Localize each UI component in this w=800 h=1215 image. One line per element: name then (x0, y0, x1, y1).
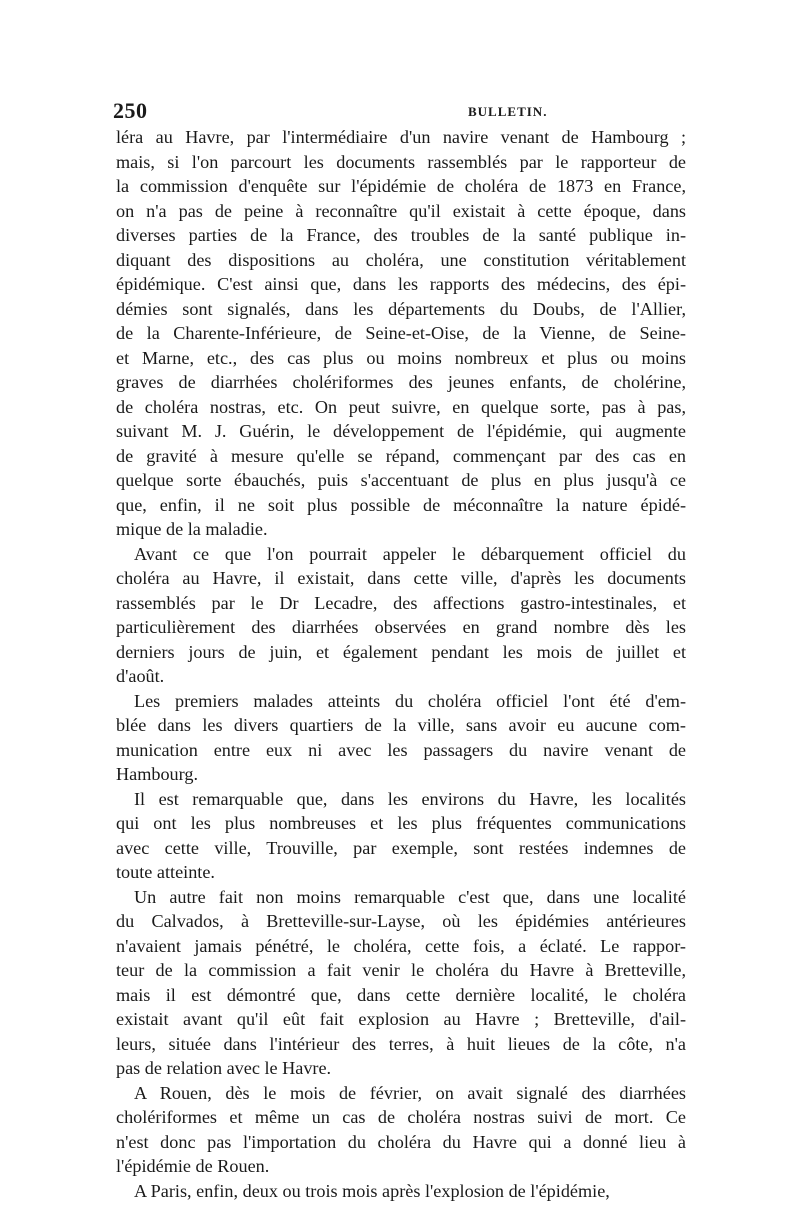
text-line: blée dans les divers quartiers de la ville, sans avoir eu aucune com- (116, 715, 686, 735)
text-line: Les premiers malades atteints du choléra officiel l'ont été d'em- (134, 690, 686, 711)
paragraph (116, 885, 686, 1081)
text-line: munication entre eux ni avec les passagers du navire venant de (116, 739, 686, 760)
text-line: et Marne, etc., des cas plus ou moins nombreux et plus ou moins (116, 347, 686, 368)
paragraph (116, 689, 686, 787)
paragraph (116, 787, 686, 885)
text-line: diquant des dispositions au choléra, une constitution véritablement (116, 249, 686, 270)
text-line: avec cette ville, Trouville, par exemple, sont restées indemnes de (116, 837, 686, 858)
text-line: qui ont les plus nombreuses et les plus fréquentes communications (116, 813, 686, 833)
text-line: léra au Havre, par l'intermédiaire d'un navire venant de Hambourg ; (116, 127, 686, 147)
text-line: d'août. (116, 666, 165, 686)
text-line: suivant M. J. Guérin, le développement de l'épidémie, qui augmente (116, 421, 686, 441)
page-header (113, 98, 686, 124)
text-line: rassemblés par le Dr Lecadre, des affections gastro-intestinales, et (116, 592, 686, 613)
text-line: Avant ce que l'on pourrait appeler le débarquement officiel du (134, 543, 686, 564)
text-line: de choléra nostras, etc. On peut suivre, en quelque sorte, pas à pas, (116, 396, 686, 417)
text-line: du Calvados, à Bretteville-sur-Layse, où les épidémies antérieures (116, 911, 686, 931)
text-line: derniers jours de juin, et également pendant les mois de juillet et (116, 641, 686, 662)
text-line: existait avant qu'il eût fait explosion au Havre ; Bretteville, d'ail- (116, 1009, 686, 1029)
text-line: Il est remarquable que, dans les environs du Havre, les localités (134, 788, 686, 809)
text-line: de gravité à mesure qu'elle se répand, commençant par des cas en (116, 445, 686, 466)
text-line: pas de relation avec le Havre. (116, 1058, 332, 1078)
text-line: cholériformes et même un cas de choléra nostras suivi de mort. Ce (116, 1107, 686, 1127)
paragraph (116, 542, 686, 689)
paragraph (116, 1081, 686, 1179)
text-line: la commission d'enquête sur l'épidémie de choléra de 1873 en France, (116, 176, 686, 196)
running-head: BULLETIN. (468, 104, 548, 119)
text-line: toute atteinte. (116, 862, 215, 882)
body-text (116, 125, 686, 1203)
paragraph (116, 1179, 686, 1204)
text-line: mique de la maladie. (116, 519, 268, 539)
text-line: particulièrement des diarrhées observées en grand nombre dès les (116, 617, 686, 637)
text-line: de la Charente-Inférieure, de Seine-et-Oise, de la Vienne, de Seine- (116, 323, 686, 343)
text-line: Un autre fait non moins remarquable c'est que, dans une localité (134, 886, 686, 907)
text-line: l'épidémie de Rouen. (116, 1156, 270, 1176)
text-line: que, enfin, il ne soit plus possible de méconnaître la nature épidé- (116, 494, 686, 515)
text-line: mais il est démontré que, dans cette dernière localité, le choléra (116, 984, 686, 1005)
text-line: leurs, située dans l'intérieur des terres, à huit lieues de la côte, n'a (116, 1033, 686, 1054)
text-line: A Rouen, dès le mois de février, on avait signalé des diarrhées (134, 1082, 686, 1103)
text-line: démies sont signalés, dans les départements du Doubs, de l'Allier, (116, 298, 686, 319)
text-line: n'est donc pas l'importation du choléra du Havre qui a donné lieu à (116, 1131, 686, 1152)
text-line: on n'a pas de peine à reconnaître qu'il existait à cette époque, dans (116, 200, 686, 221)
text-line: diverses parties de la France, des troubles de la santé publique in- (116, 225, 686, 245)
text-line: Hambourg. (116, 764, 199, 784)
text-line: quelque sorte ébauchés, puis s'accentuant de plus en plus jusqu'à ce (116, 470, 686, 490)
text-line: teur de la commission a fait venir le choléra du Havre à Bretteville, (116, 960, 686, 980)
text-line: graves de diarrhées cholériformes des jeunes enfants, de cholérine, (116, 372, 686, 392)
text-line: choléra au Havre, il existait, dans cette ville, d'après les documents (116, 568, 686, 588)
text-line: épidémique. C'est ainsi que, dans les rapports des médecins, des épi- (116, 274, 686, 294)
page-number: 250 (113, 98, 148, 123)
text-line: mais, si l'on parcourt les documents rassemblés par le rapporteur de (116, 151, 686, 172)
text-line: n'avaient jamais pénétré, le choléra, cette fois, a éclaté. Le rappor- (116, 935, 686, 956)
paragraph (116, 125, 686, 542)
text-line: A Paris, enfin, deux ou trois mois après l'explosion de l'épidémie, (134, 1180, 610, 1201)
